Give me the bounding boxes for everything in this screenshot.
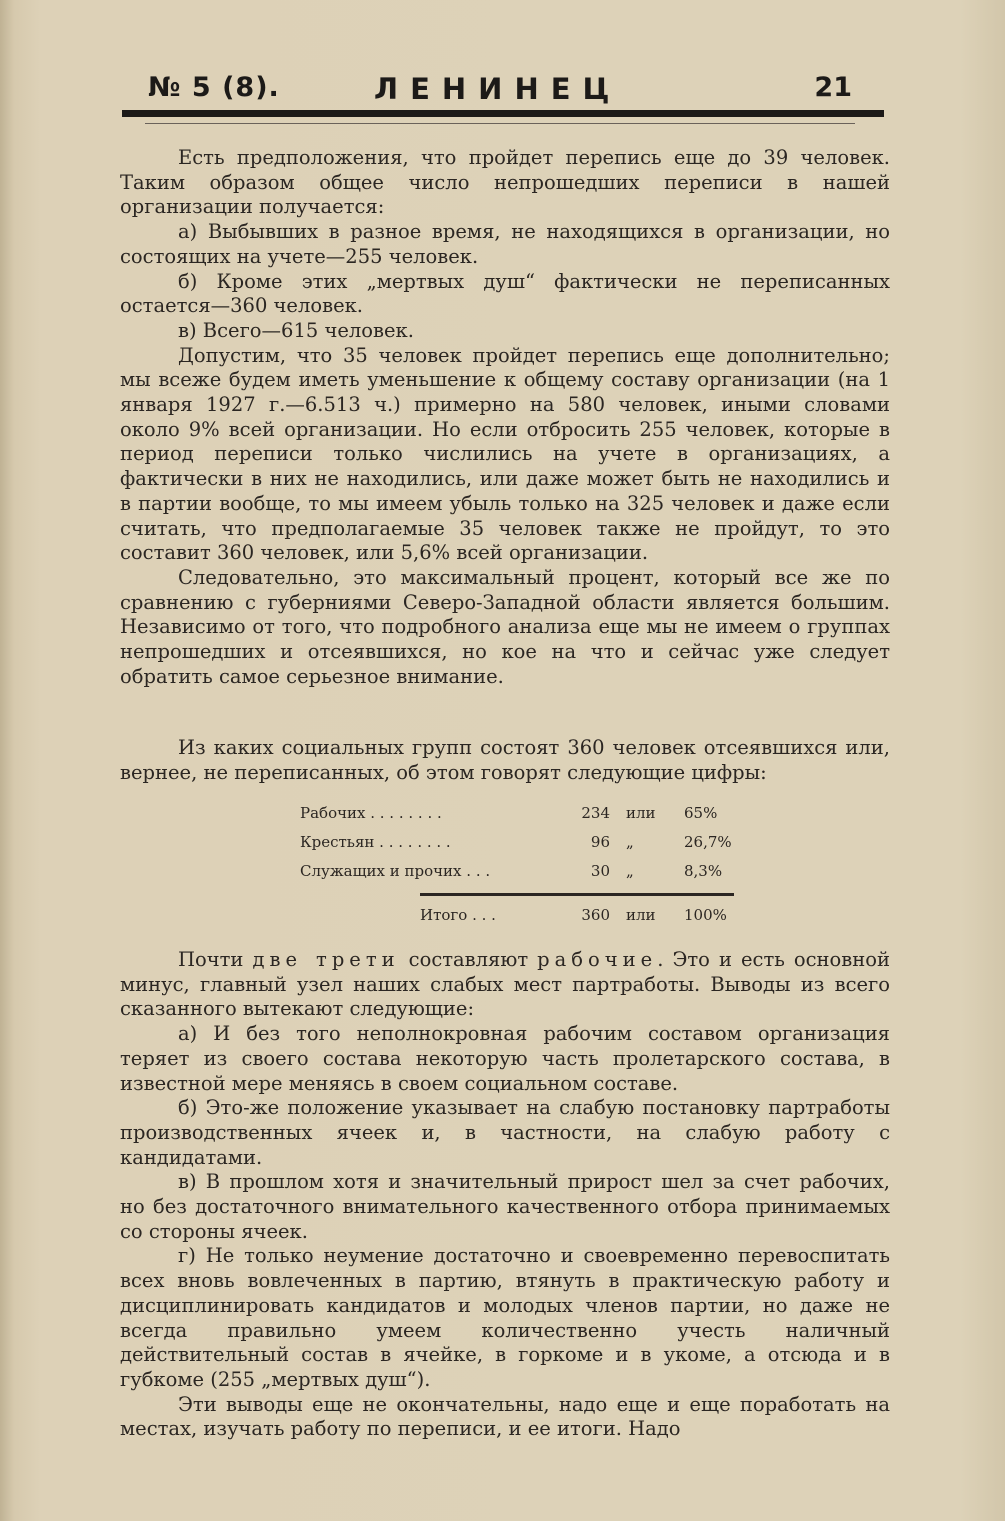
header-rule [122, 110, 884, 117]
text-block-1 [120, 146, 890, 689]
row-connector: „ [626, 833, 634, 851]
text-run: . Это и есть основной минус, главный узел наших слабых мест партработы. Выводы из всего сказанного вытекают следующие: [120, 948, 890, 1021]
total-percent: 100% [684, 906, 727, 924]
total-connector: или [626, 906, 656, 924]
page-number: 21 [814, 72, 852, 103]
row-value: 30 [590, 862, 610, 880]
table-row [300, 829, 740, 858]
spaced-emphasis: рабочие [537, 948, 658, 971]
paragraph: в) В прошлом хотя и значительный прирост шел за счет рабочих, но без достаточного внимательного качественного отбора принимаемых со стороны ячеек. [120, 1170, 890, 1243]
text-run: составляют [399, 948, 538, 971]
paragraph: в) Всего—615 человек. [178, 318, 414, 342]
row-connector: или [626, 804, 656, 822]
total-value: 360 [581, 906, 610, 924]
paragraph: а) Выбывших в разное время, не находящихся в организации, но состоящих на учете—255 человек. [120, 220, 890, 268]
paragraph: г) Не только неумение достаточно и своевременно перевоспитать всех вновь вовлеченных в партию, втянуть в практическую работу и дисциплинировать кандидатов и молодых членов партии, но даже не всегда правильно умеем количественно учесть наличный действительный состав в ячейке, в горкоме и в укоме, а отсюда и в губкоме (255 „мертвых душ“). [120, 1244, 890, 1391]
row-percent: 8,3% [684, 862, 723, 880]
paragraph [120, 948, 890, 1022]
row-percent: 65% [684, 804, 718, 822]
row-label: Крестьян . . . . . . . . [300, 833, 451, 851]
paragraph: Эти выводы еще не окончательны, надо еще и еще поработать на местах, изучать работу по переписи, и ее итоги. Надо [120, 1392, 890, 1441]
paragraph: Следовательно, это максимальный процент, который все же по сравнению с губерниями Северо-Западной области является большим. Независимо от того, что подробного анализа еще мы не имеем о группах непрошедших и отсеявшихся, но кое на что и сейчас уже следует обратить самое серьезное внимание. [120, 565, 890, 688]
table-total-row [300, 902, 740, 931]
paragraph: б) Кроме этих „мертвых душ“ фактически не переписанных остается—360 человек. [120, 269, 890, 318]
row-percent: 26,7% [684, 833, 732, 851]
paragraph: б) Это-же положение указывает на слабую постановку партработы производственных ячеек и, в частности, на слабую работу с кандидатами. [120, 1096, 890, 1169]
paragraph: а) И без того неполнокровная рабочим составом организация теряет из своего состава некоторую часть пролетарского состава, в известной мере меняясь в своем социальном составе. [120, 1022, 890, 1095]
text-block-2 [120, 736, 890, 785]
table-row [300, 858, 740, 887]
total-rule [420, 893, 734, 896]
paragraph: Есть предположения, что пройдет перепись еще до 39 человек. Таким образом общее число непрошедших переписи в нашей организации получается: [120, 146, 890, 219]
paragraph: Из каких социальных групп состоят 360 человек отсеявшихся или, вернее, не переписанных, об этом говорят следующие цифры: [120, 736, 890, 784]
paragraph: Допустим, что 35 человек пройдет перепись еще дополнительно; мы всеже будем иметь уменьшение к общему составу организации (на 1 января 1927 г.—6.513 ч.) примерно на 580 человек, иными словами около 9% всей организации. Но если отбросить 255 человек, которые в период переписи только числились на учете в организациях, а фактически в них не находились, или даже может быть не находились и в партии вообще, то мы имеем убыль только на 325 человек и даже если считать, что предполагаемые 35 человек также не пройдут, то это составит 360 человек, или 5,6% всей организации. [120, 343, 890, 565]
issue-number: № 5 (8). [148, 72, 280, 103]
row-value: 234 [581, 804, 610, 822]
page-header [122, 68, 882, 108]
total-label: Итого . . . [420, 906, 496, 924]
spaced-emphasis: две трети [252, 948, 400, 971]
header-thin-rule [145, 123, 855, 124]
row-value: 96 [590, 833, 610, 851]
row-label: Рабочих . . . . . . . . [300, 804, 442, 822]
text-block-3 [120, 948, 890, 1442]
text-run: Почти [178, 948, 253, 971]
publication-title: ЛЕНИНЕЦ [374, 72, 622, 106]
table-row [300, 800, 740, 829]
social-groups-table [300, 800, 740, 887]
row-label: Служащих и прочих . . . [300, 862, 491, 880]
row-connector: „ [626, 862, 634, 880]
